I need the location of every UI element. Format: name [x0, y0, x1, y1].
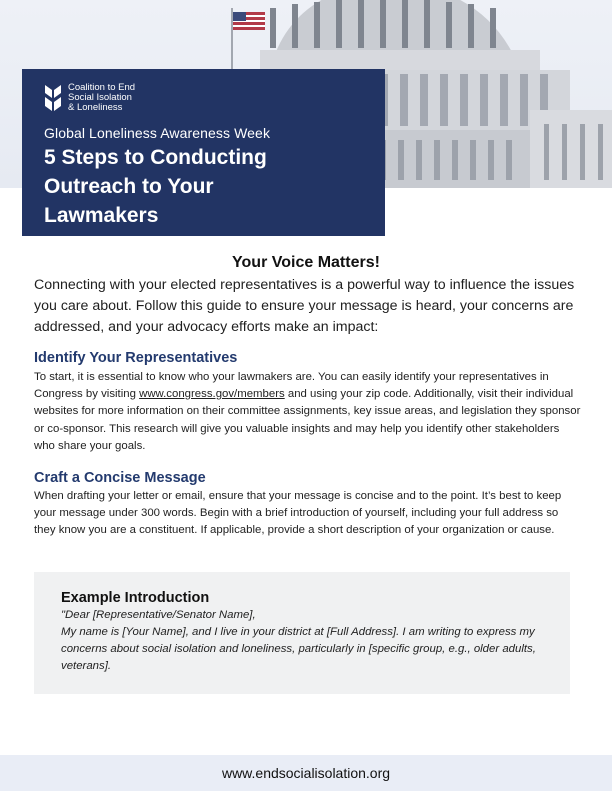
craft-message-body: When drafting your letter or email, ensure that your message is concise and to the point. It’s best to keep your message under 300 words. Begin with a brief introduction of yourself, including your full address so they know you are a constituent. If applicable, provide a short description of your organization or cause.	[34, 490, 562, 537]
logo-text	[68, 83, 135, 113]
identify-representatives-title: Identify Your Representatives	[34, 350, 238, 366]
page-title	[44, 143, 363, 230]
logo-line: & Loneliness	[68, 102, 123, 113]
coalition-logo	[44, 81, 363, 115]
identify-representatives-body	[34, 369, 582, 455]
logo-line: Coalition to End	[68, 82, 136, 93]
logo-line: Social Isolation	[68, 92, 132, 103]
footer-bar	[0, 755, 612, 791]
congress-members-link[interactable]: www.congress.gov/members	[139, 388, 285, 401]
intro-paragraph: Connecting with your elected representatives is a powerful way to influence the issues you care about. Follow this guide to ensure your message is heard, your concerns are addressed, and your advocacy efforts make an impact:	[34, 277, 575, 335]
example-title: Example Introduction	[61, 590, 210, 606]
example-salutation: "Dear [Representative/Senator Name],	[61, 609, 256, 621]
website-link[interactable]: www.endsocialisolation.org	[221, 765, 391, 781]
example-body: My name is [Your Name], and I live in your district at [Full Address]. I am writing to express my concerns about social isolation and loneliness, particularly in [specific group, e.g., older adults, veterans].	[61, 626, 536, 672]
example-callout	[34, 572, 570, 694]
title-line: Outreach to Your	[44, 175, 214, 198]
example-text	[61, 607, 544, 675]
body-text: and using your zip code. Additionally, visit their individual websites for more information on their committee assignments, key issue areas, and legislation they sponsor or co-sponsor. This research will give you valuable insights and may help you identify other stakeholders who share your goals.	[34, 388, 581, 452]
title-panel	[22, 69, 385, 236]
body-text: To start, it is essential to know who your lawmakers are. You can easily identify your representatives in Congress by visiting	[34, 371, 549, 401]
event-subtitle: Global Loneliness Awareness Week	[44, 125, 271, 141]
title-line: Lawmakers	[44, 204, 159, 227]
section-heading: Your Voice Matters!	[232, 254, 380, 271]
logo-mark-icon	[44, 84, 62, 112]
craft-message-title: Craft a Concise Message	[34, 470, 206, 486]
title-line: 5 Steps to Conducting	[44, 146, 267, 169]
